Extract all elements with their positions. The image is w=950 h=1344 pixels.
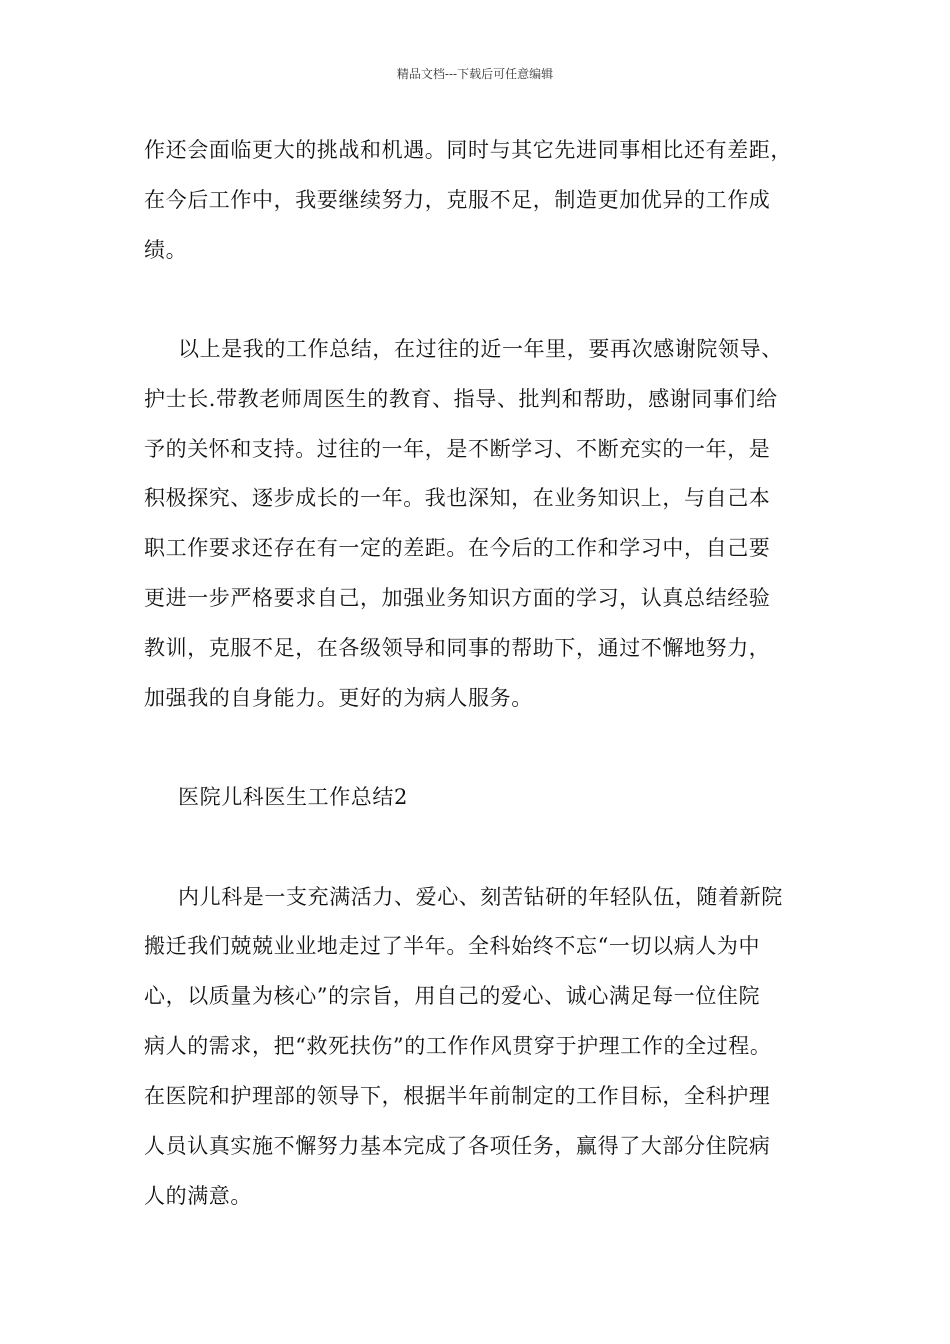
paragraph-4-line-7: 人的满意。 xyxy=(144,1184,252,1208)
paragraph-1-line-2: 在今后工作中，我要继续努力，克服不足，制造更加优异的工作成 xyxy=(144,188,771,212)
page-header: 精品文档---下载后可任意编辑 xyxy=(396,67,554,81)
paragraph-1-line-1: 作还会面临更大的挑战和机遇。同时与其它先进同事相比还有差距， xyxy=(144,138,792,162)
paragraph-4-line-5: 在医院和护理部的领导下，根据半年前制定的工作目标，全科护理 xyxy=(144,1084,771,1108)
paragraph-2-line-1: 以上是我的工作总结，在过往的近一年里，要再次感谢院领导、 xyxy=(178,337,783,361)
paragraph-2-line-6: 更进一步严格要求自己，加强业务知识方面的学习，认真总结经验 xyxy=(144,586,771,610)
paragraph-2-line-2: 护士长.带教老师周医生的教育、指导、批判和帮助，感谢同事们给 xyxy=(144,387,778,411)
paragraph-2-line-4: 积极探究、逐步成长的一年。我也深知，在业务知识上，与自己本 xyxy=(144,486,771,510)
paragraph-4-line-2: 搬迁我们兢兢业业地走过了半年。全科始终不忘“一切以病人为中 xyxy=(144,934,761,958)
paragraph-2-line-3: 予的关怀和支持。过往的一年，是不断学习、不断充实的一年，是 xyxy=(144,437,771,461)
paragraph-2-line-5: 职工作要求还存在有一定的差距。在今后的工作和学习中，自己要 xyxy=(144,536,771,560)
paragraph-4-line-3: 心，以质量为核心”的宗旨，用自己的爱心、诚心满足每一位住院 xyxy=(144,984,761,1008)
paragraph-1-line-3: 绩。 xyxy=(144,238,188,262)
paragraph-4-line-1: 内儿科是一支充满活力、爱心、刻苦钻研的年轻队伍，随着新院 xyxy=(178,885,783,909)
paragraph-4-line-4: 病人的需求，把“救死扶伤”的工作作风贯穿于护理工作的全过程。 xyxy=(144,1034,772,1058)
paragraph-4-line-6: 人员认真实施不懈努力基本完成了各项任务，赢得了大部分住院病 xyxy=(144,1134,771,1158)
paragraph-2-line-7: 教训，克服不足，在各级领导和同事的帮助下，通过不懈地努力， xyxy=(144,636,771,660)
section-title: 医院儿科医生工作总结2 xyxy=(178,785,408,809)
paragraph-2-line-8: 加强我的自身能力。更好的为病人服务。 xyxy=(144,686,533,710)
